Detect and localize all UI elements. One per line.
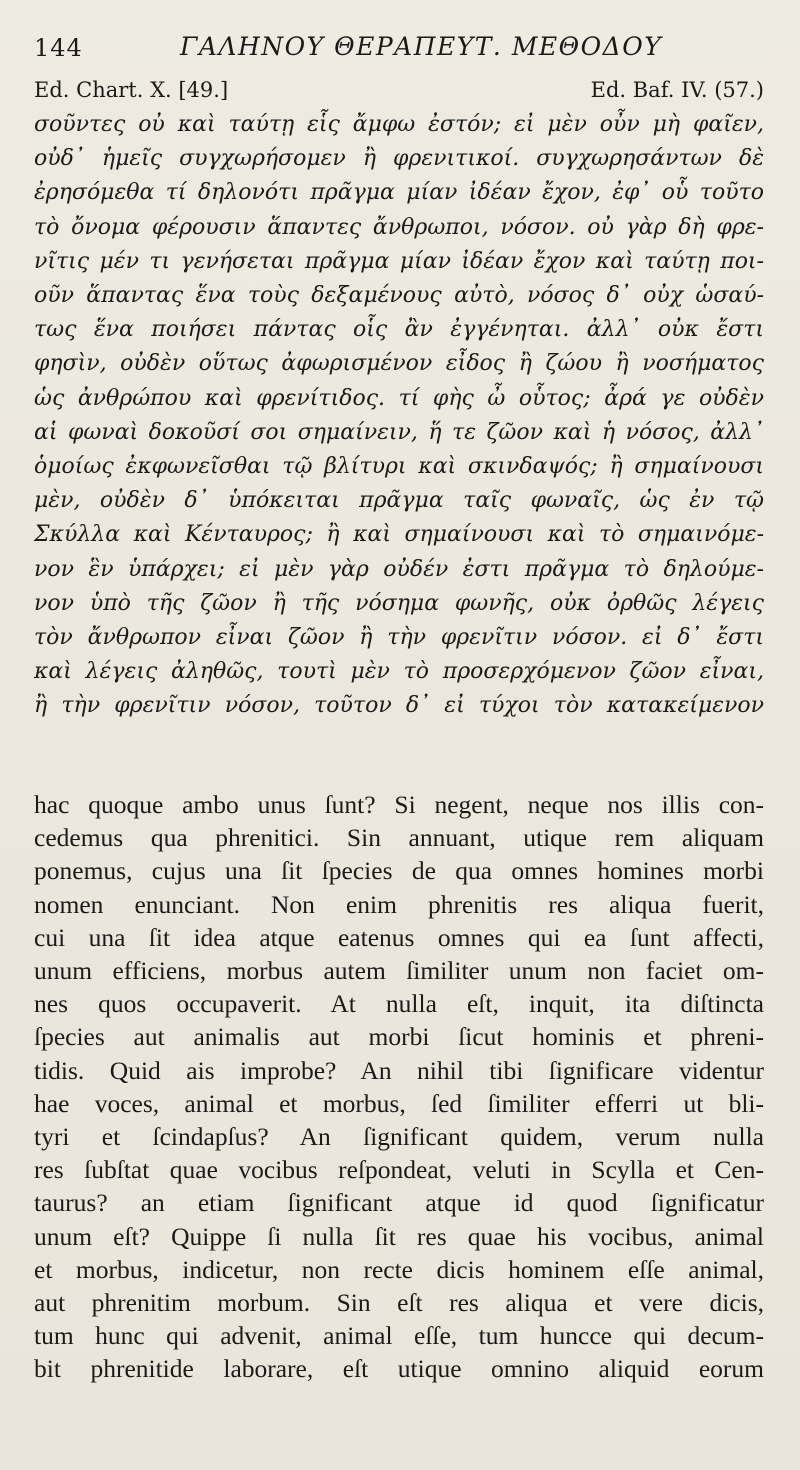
greek-text-line: οῦν ἅπαντας ἕνα τοὺς δεξαμένους αὐτὸ, νόσος δ᾽ οὐχ ὡσαύ- (34, 283, 764, 309)
edition-reference-left: Ed. Chart. X. [49.] (34, 78, 229, 102)
latin-text-line: tidis. Quid ais improbe? An nihil tibi ſignificare videntur (34, 1055, 764, 1085)
latin-text-line: hac quoque ambo unus ſunt? Si negent, neque nos illis con- (34, 790, 764, 819)
latin-text-line: unum efficiens, morbus autem ſimiliter unum non faciet om- (34, 956, 764, 986)
latin-text-line: tyri et ſcindapſus? An ſignificant quidem, verum nulla (34, 1122, 764, 1152)
greek-text-line: τὸ ὄνομα φέρουσιν ἅπαντες ἄνθρωποι, νόσον. οὐ γὰρ δὴ φρε- (34, 214, 764, 240)
latin-text-line: tum hunc qui advenit, animal eſſe, tum huncce qui decum- (34, 1321, 764, 1351)
greek-text-line: νον ἓν ὑπάρχει; εἰ μὲν γὰρ οὐδέν ἐστι πρᾶγμα τὸ δηλούμε- (34, 556, 764, 582)
greek-text-line: ὡς ἀνθρώπου καὶ φρενίτιδος. τί φὴς ὦ οὗτος; ἆρά γε οὐδὲν (34, 385, 764, 411)
latin-text-block (34, 788, 764, 1386)
greek-text-line: αἱ φωναὶ δοκοῦσί σοι σημαίνειν, ἥ τε ζῶον καὶ ἡ νόσος, ἀλλ᾽ (34, 419, 764, 445)
greek-text-line: ὁμοίως ἐκφωνεῖσθαι τῷ βλίτυρι καὶ σκινδαψός; ἢ σημαίνουσι (34, 454, 764, 480)
greek-text-line: μὲν, οὐδὲν δ᾽ ὑπόκειται πρᾶγμα ταῖς φωναῖς, ὡς ἐν τῷ (34, 488, 764, 514)
greek-text-line: καὶ λέγεις ἀληθῶς, τουτὶ μὲν τὸ προσερχόμενον ζῶον εἶναι, (34, 659, 764, 685)
latin-text-line: et morbus, indicetur, non recte dicis hominem eſſe animal, (34, 1254, 764, 1284)
latin-text-line: bit phrenitide laborare, eſt utique omnino aliquid eorum (34, 1354, 764, 1384)
greek-text-block (34, 108, 764, 724)
greek-text-line: τὸν ἄνθρωπον εἶναι ζῶον ἢ τὴν φρενῖτιν νόσον. εἰ δ᾽ ἔστι (34, 625, 764, 651)
greek-text-line: νῖτις μέν τι γενήσεται πρᾶγμα μίαν ἰδέαν ἔχον καὶ ταύτῃ ποι- (34, 248, 764, 274)
greek-text-line: φησὶν, οὐδὲν οὕτως ἀφωρισμένον εἶδος ἢ ζώου ἢ νοσήματος (34, 351, 764, 377)
latin-text-line: nomen enunciant. Non enim phrenitis res aliqua fuerit, (34, 889, 764, 919)
latin-text-line: ponemus, cujus una ſit ſpecies de qua omnes homines morbi (34, 856, 764, 886)
latin-text-line: cui una ſit idea atque eatenus omnes qui ea ſunt affecti, (34, 922, 764, 952)
latin-text-line: res ſubſtat quae vocibus reſpondeat, veluti in Scylla et Cen- (34, 1155, 764, 1185)
greek-text-line: ἢ τὴν φρενῖτιν νόσον, τοῦτον δ᾽ εἰ τύχοι τὸν κατακείμενον (34, 693, 764, 719)
latin-text-line: taurus? an etiam ſignificant atque id quod ſignificatur (34, 1188, 764, 1218)
edition-reference-right: Ed. Baf. IV. (57.) (590, 78, 764, 102)
greek-text-line: Σκύλλα καὶ Κένταυρος; ἢ καὶ σημαίνουσι καὶ τὸ σημαινόμε- (34, 522, 764, 548)
edition-line (34, 78, 764, 108)
greek-text-line: ἐρησόμεθα τί δηλονότι πρᾶγμα μίαν ἰδέαν ἔχον, ἐφ᾽ οὗ τοῦτο (34, 180, 764, 206)
greek-text-line: σοῦντες οὐ καὶ ταύτῃ εἷς ἄμφω ἐστόν; εἰ μὲν οὖν μὴ φαῖεν, (34, 112, 764, 137)
greek-text-line: νον ὑπὸ τῆς ζῶον ἢ τῆς νόσημα φωνῆς, οὐκ ὀρθῶς λέγεις (34, 590, 764, 616)
latin-text-line: unum eſt? Quippe ſi nulla ſit res quae his vocibus, animal (34, 1221, 764, 1251)
greek-text-line: οὐδ᾽ ἡμεῖς συγχωρήσομεν ἢ φρενιτικοί. συγχωρησάντων δὲ (34, 146, 764, 172)
latin-text-line: ſpecies aut animalis aut morbi ſicut hominis et phreni- (34, 1022, 764, 1052)
greek-text-line: τως ἕνα ποιήσει πάντας οἷς ἂν ἐγγένηται. ἀλλ᾽ οὐκ ἔστι (34, 317, 764, 343)
page-number: 144 (34, 34, 83, 62)
latin-text-line: aut phrenitim morbum. Sin eſt res aliqua et vere dicis, (34, 1288, 764, 1318)
latin-text-line: cedemus qua phrenitici. Sin annuant, utique rem aliquam (34, 823, 764, 853)
page-header (30, 30, 772, 64)
latin-text-line: hae voces, animal et morbus, ſed ſimiliter efferri ut bli- (34, 1088, 764, 1118)
latin-text-line: nes quos occupaverit. At nulla eſt, inquit, ita diſtincta (34, 989, 764, 1019)
running-title: ΓΑΛΗΝΟΥ ΘΕΡΑΠΕΥΤ. ΜΕΘΟΔΟΥ (180, 32, 663, 61)
